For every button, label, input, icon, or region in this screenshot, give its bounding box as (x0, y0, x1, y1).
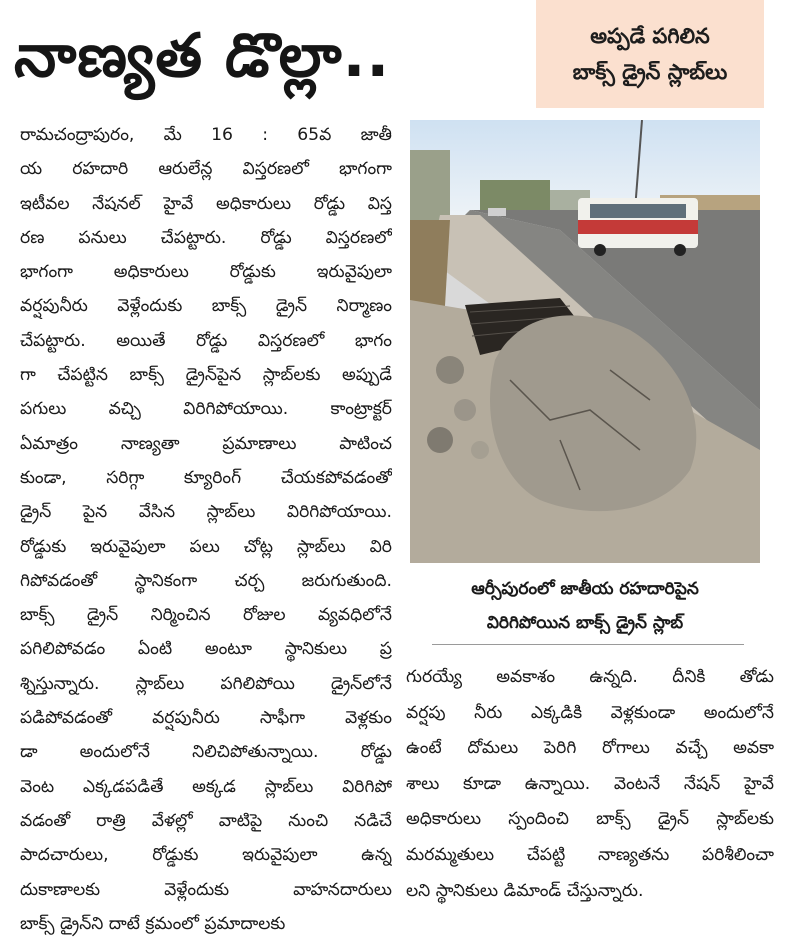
photo-caption (410, 572, 760, 640)
article-line: ఉంటే దోమలు పెరిగి రోగాలు వచ్చే అవకా (406, 738, 774, 759)
article-line: దుకాణాలకు వెళ్లేందుకు వాహనదారులు (20, 879, 392, 900)
article-line: డ్రైన్ పైన వేసిన స్లాబ్‌లు విరిగిపోయాయి. (20, 502, 392, 523)
article-line: డా అందులోనే నిలిచిపోతున్నాయి. రోడ్డు (20, 742, 392, 763)
article-line: వెంట ఎక్కడపడితే అక్కడ స్లాబ్‌లు విరిగిపో (20, 776, 392, 797)
article-line: గురయ్యే అవకాశం ఉన్నది. దీనికి తోడు (406, 667, 774, 687)
headline: నాణ్యత డొల్లా.. (14, 21, 391, 91)
article-line: వర్షపు నీరు ఎక్కడికి వెళ్లకుండా అందులోనే (406, 702, 774, 723)
article-line: రోడ్డుకు ఇరువైపులా పలు చోట్ల స్లాబ్‌లు విరి (20, 536, 392, 557)
article-line: బాక్స్ డ్రైన్ నిర్మించిన రోజుల వ్యవధిలోనే (20, 605, 392, 626)
article-line: శాలు కూడా ఉన్నాయి. వెంటనే నేషన్ హైవే (406, 773, 774, 794)
article-line: వడంతో రాత్రి వేళల్లో వాటిపై నుంచి నడిచే (20, 810, 392, 831)
article-line: ఇటీవల నేషనల్ హైవే అధికారులు రోడ్డు విస్త (20, 193, 392, 214)
article-line: చేపట్టారు. అయితే రోడ్డు విస్తరణలో భాగం (20, 330, 392, 351)
photo-caption-line-1: ఆర్సీపురంలో జాతీయ రహదారిపైన (471, 579, 699, 599)
article-line: గిపోవడంతో స్థానికంగా చర్చ జరుగుతుంది. (20, 570, 392, 591)
article-line: గా చేపట్టిన బాక్స్ డ్రైన్‌పైన స్లాబ్‌లకు అప్పుడే (20, 365, 392, 386)
article-line: లని స్థానికులు డిమాండ్ చేస్తున్నారు. (406, 880, 644, 901)
subhead-box (536, 0, 764, 108)
subhead-line-1: అప్పడే పగిలిన (590, 24, 710, 48)
article-line: శ్నిస్తున్నారు. స్లాబ్‌లు పగిలిపోయి డ్రైన్‌లోనే (20, 673, 392, 694)
article-line: రామచంద్రాపురం, మే 16 : 65వ జాతీ (20, 125, 392, 145)
article-line: య రహదారి ఆరులేన్ల విస్తరణలో భాగంగా (20, 159, 392, 180)
article-line: పడిపోవడంతో వర్షపునీరు సాఫీగా వెళ్లకుం (20, 708, 392, 729)
news-photo-broken-drain-slab (410, 120, 760, 563)
article-line: బాక్స్ డ్రైన్‌ని దాటే క్రమంలో ప్రమాదాలకు (20, 913, 286, 934)
photo-caption-line-2: విరిగిపోయిన బాక్స్ డ్రైన్ స్లాబ్ (486, 613, 684, 633)
article-line: మరమ్మతులు చేపట్టి నాణ్యతను పరిశీలించా (406, 844, 774, 865)
article-line: ఏమాత్రం నాణ్యతా ప్రమాణాలు పాటించ (20, 433, 392, 454)
caption-divider (432, 644, 744, 645)
article-column-left (20, 118, 392, 941)
article-line: అధికారులు స్పందించి బాక్స్ డ్రైన్ స్లాబ్‌లకు (406, 809, 774, 830)
article-line: కుండా, సరిగ్గా క్యూరింగ్ చేయకపోవడంతో (20, 467, 392, 488)
article-line: రణ పనులు చేపట్టారు. రోడ్డు విస్తరణలో (20, 227, 392, 248)
article-line: పగిలిపోవడం ఏంటి అంటూ స్థానికులు ప్ర (20, 639, 392, 660)
article-column-right (406, 660, 774, 909)
article-line: భాగంగా అధికారులు రోడ్డుకు ఇరువైపులా (20, 262, 392, 283)
article-line: వర్షపునీరు వెళ్లేందుకు బాక్స్ డ్రైన్ నిర్మాణం (20, 296, 392, 317)
article-line: పగులు వచ్చి విరిగిపోయాయి. కాంట్రాక్టర్ (20, 399, 392, 420)
subhead-line-2: బాక్స్ డ్రైన్ స్లాబ్‌లు (572, 60, 728, 84)
article-line: పాదచారులు, రోడ్డుకు ఇరువైపులా ఉన్న (20, 845, 392, 866)
